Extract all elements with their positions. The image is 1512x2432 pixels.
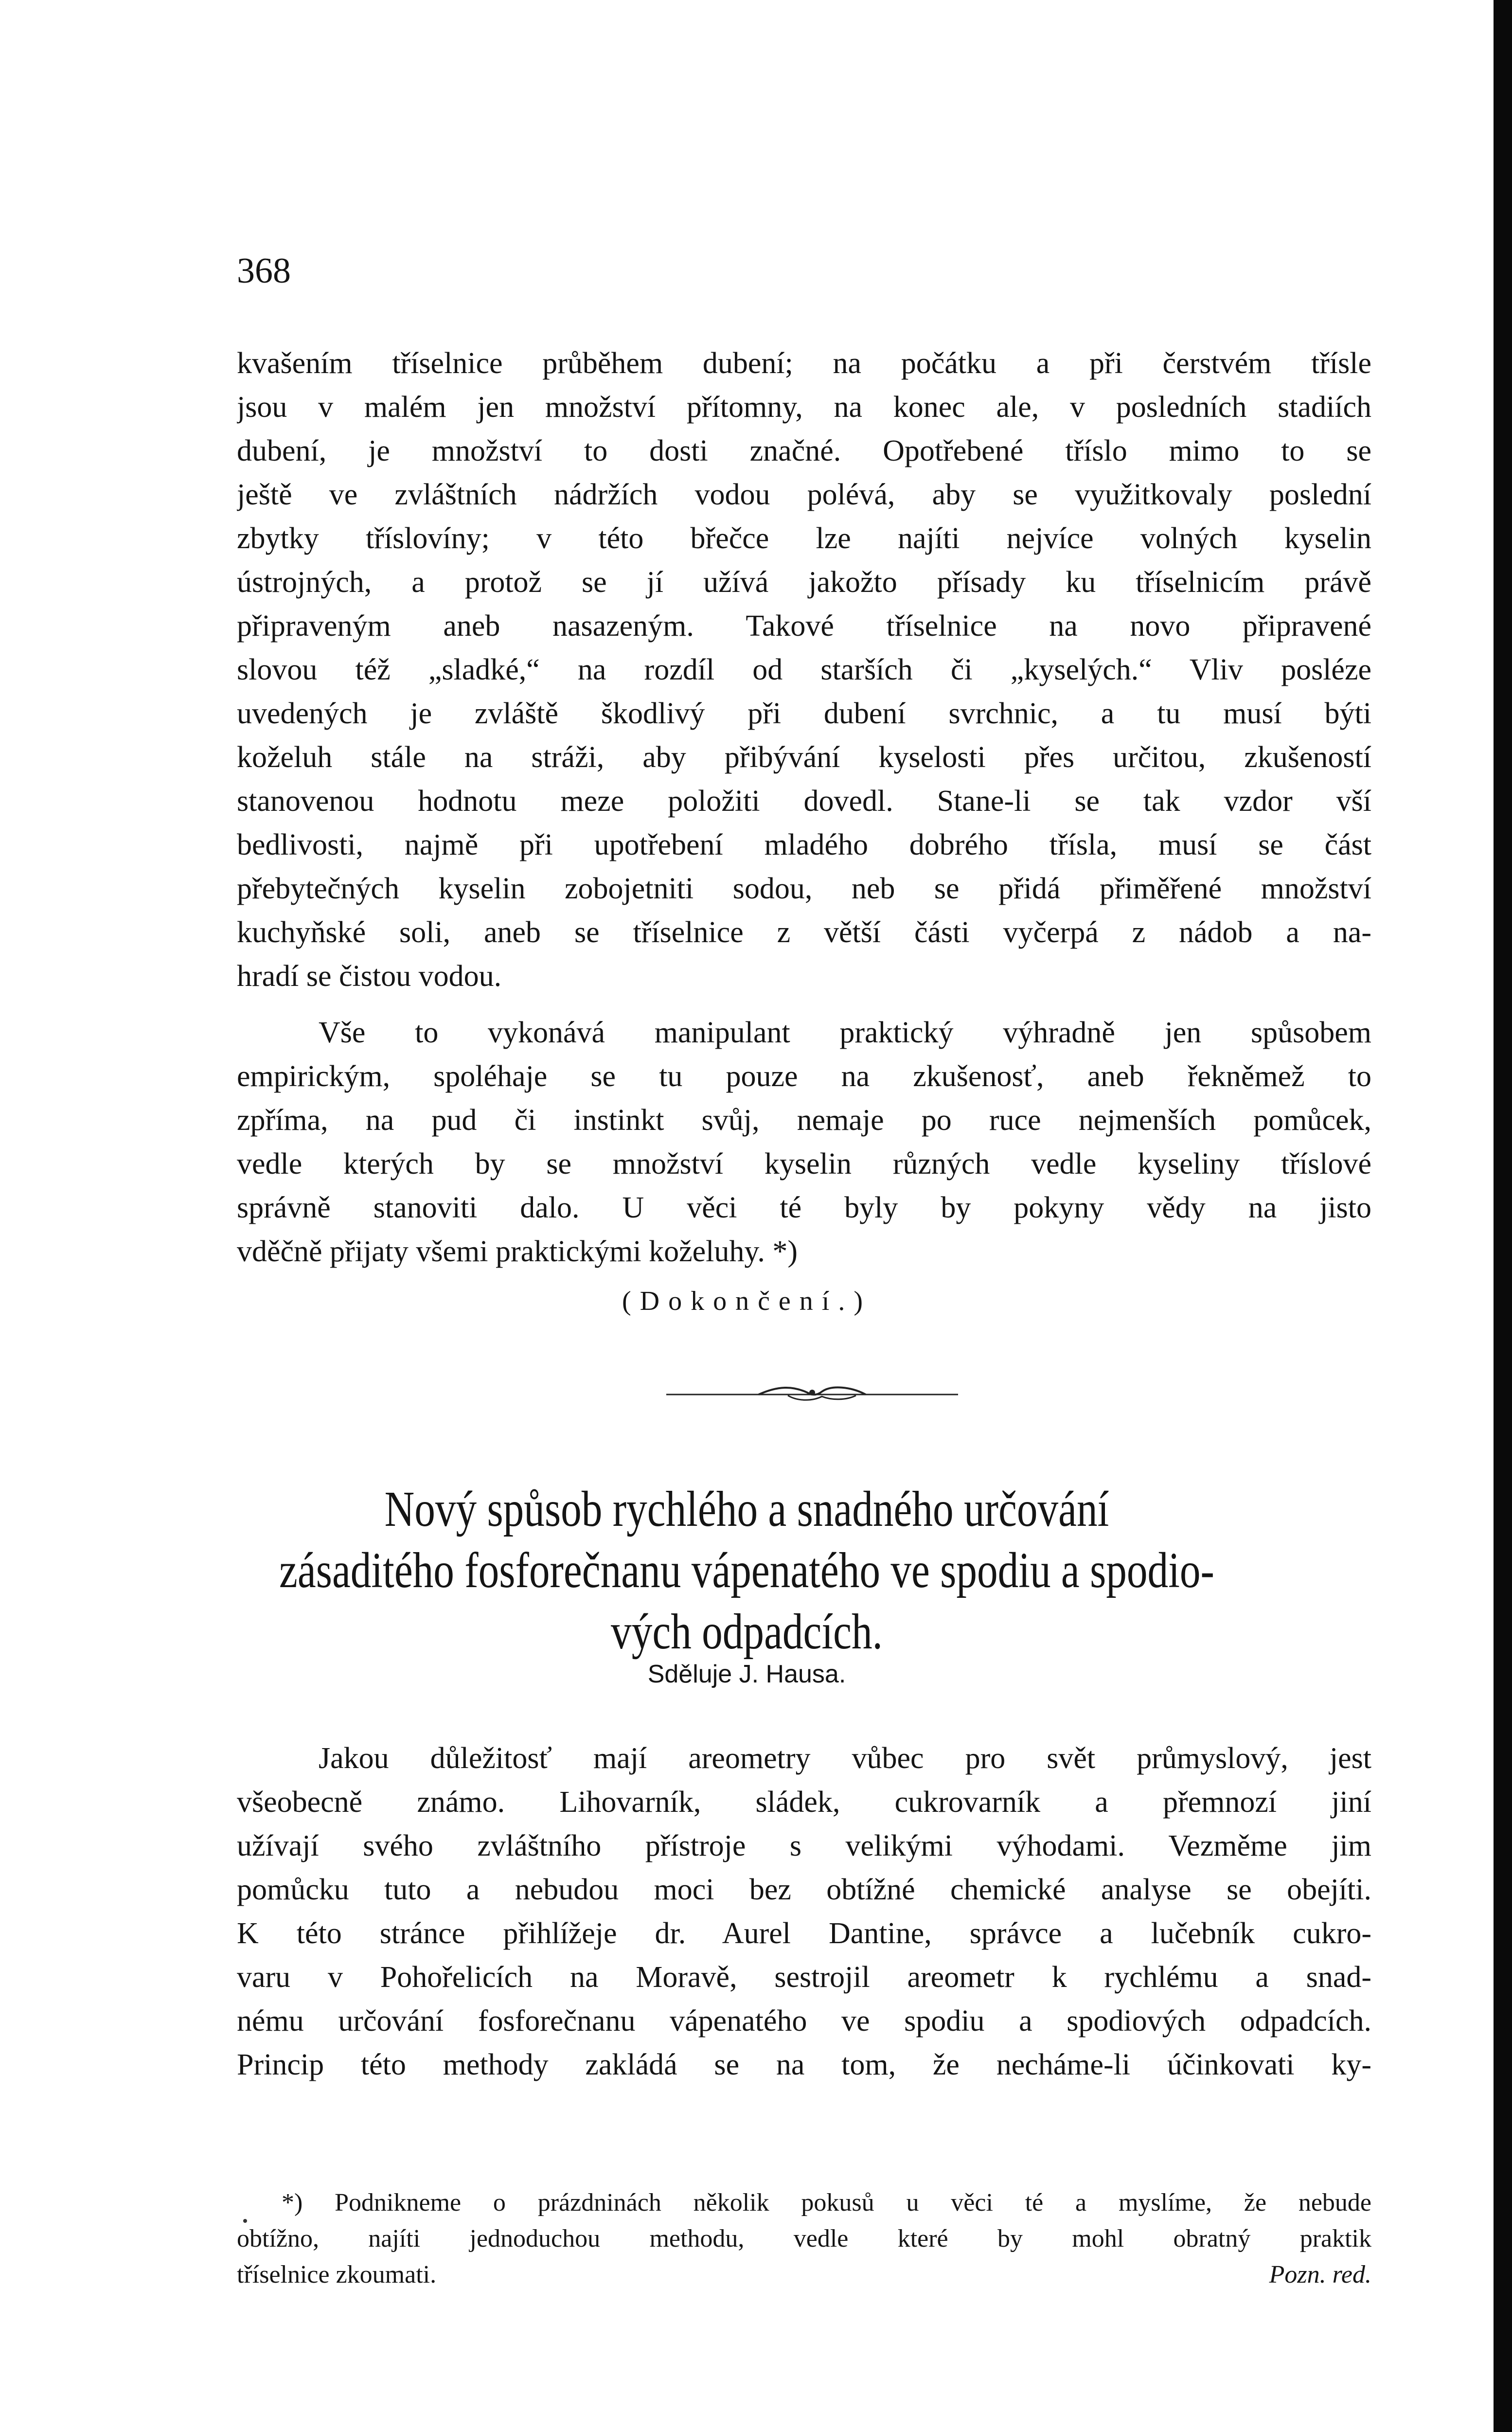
scan-speck (243, 2219, 247, 2223)
text-line: zbytky tříslovíny; v této břečce lze najíti nejvíce volných kyselin (237, 522, 1371, 555)
text-line: stanovenou hodnotu meze položiti dovedl. Stane-li se tak vzdor vší (237, 785, 1371, 818)
text-line: ještě ve zvláštních nádržích vodou polévá, aby se využitkovaly poslední (237, 478, 1371, 511)
ornament-divider-icon (666, 1384, 958, 1403)
text-line: slovou též „sladké,“ na rozdíl od starších či „kyselých.“ Vliv posléze (237, 653, 1371, 686)
title-line: Nový spůsob rychlého a snadného určování (384, 1481, 1109, 1537)
text-line: nému určování fosforečnanu vápenatého ve spodiu a spodiových odpadcích. (237, 2004, 1371, 2038)
text-line: pomůcku tuto a nebudou moci bez obtížné chemické analyse se obejíti. (237, 1873, 1371, 1906)
text-line: ústrojných, a protož se jí užívá jakožto přísady ku tříselnicím právě (237, 566, 1371, 599)
footnote-line: *) Podnikneme o prázdninách několik pokusů u věci té a myslíme, že nebude (282, 2189, 1371, 2217)
text-line: všeobecně známo. Lihovarník, sládek, cukrovarník a přemnozí jiní (237, 1786, 1371, 1819)
text-line: kvašením tříselnice průběhem dubení; na počátku a při čerstvém třísle (237, 347, 1371, 380)
text-line: přebytečných kyselin zobojetniti sodou, neb se přidá přiměřené množství (237, 872, 1371, 905)
page-number: 368 (237, 251, 291, 291)
continued-paragraph-1 (237, 341, 1371, 998)
text-line: koželuh stále na stráži, aby přibývání kyselosti přes určitou, zkušeností (237, 741, 1371, 774)
footnote-signoff: Pozn. red. (1269, 2261, 1371, 2289)
text-line: jsou v malém jen množství přítomny, na konec ale, v posledních stadiích (237, 391, 1371, 424)
title-line: zásaditého fosforečnanu vápenatého ve spodiu a spodio- (279, 1542, 1214, 1598)
footnote-last-line (237, 2257, 1371, 2293)
footnote-line: tříselnice zkoumati. (237, 2261, 437, 2289)
continued-paragraph-2 (237, 1011, 1371, 1273)
text-line: uvedených je zvláště škodlivý při dubení svrchnic, a tu musí býti (237, 697, 1371, 730)
footnote (237, 2185, 1371, 2293)
scan-edge-bar (1494, 0, 1512, 2432)
text-line: vděčně přijaty všemi praktickými koželuhy. *) (237, 1235, 798, 1268)
article-paragraph-1 (237, 1736, 1371, 2087)
continued-text-2 (237, 1011, 1371, 1273)
text-line: varu v Pohořelicích na Moravě, sestrojil areometr k rychlému a snad- (237, 1961, 1371, 1994)
text-line: hradí se čistou vodou. (237, 960, 502, 993)
text-line: kuchyňské soli, aneb se tříselnice z větší části vyčerpá z nádob a na- (237, 916, 1371, 949)
text-line: empirickým, spoléhaje se tu pouze na zkušenosť, aneb řekněmež to (237, 1060, 1371, 1093)
title-line: vých odpadcích. (611, 1604, 883, 1660)
text-line: užívají svého zvláštního přístroje s velikými výhodami. Vezměme jim (237, 1829, 1371, 1862)
text-line: Vše to vykonává manipulant praktický výhradně jen spůsobem (319, 1016, 1371, 1049)
continuation-note: (Dokončení.) (622, 1286, 872, 1316)
footnote-line: obtížno, najíti jednoduchou methodu, vedle které by mohl obratný praktik (237, 2225, 1371, 2253)
text-line: Princip této methody zakládá se na tom, že necháme-li účinkovati ky- (237, 2048, 1371, 2081)
text-line: bedlivosti, najmě při upotřebení mladého dobrého třísla, musí se část (237, 828, 1371, 861)
article-body (237, 1736, 1371, 2087)
text-line: vedle kterých by se množství kyselin různých vedle kyseliny tříslové (237, 1147, 1371, 1180)
article-byline: Sděluje J. Hausa. (647, 1660, 846, 1688)
continued-text (237, 341, 1371, 998)
text-line: dubení, je množství to dosti značné. Opotřebené tříslo mimo to se (237, 434, 1371, 467)
text-line: K této stránce přihlížeje dr. Aurel Dantine, správce a lučebník cukro- (237, 1917, 1371, 1950)
text-line: Jakou důležitosť mají areometry vůbec pro svět průmyslový, jest (319, 1742, 1371, 1775)
text-line: připraveným aneb nasazeným. Takové tříselnice na novo připravené (237, 609, 1371, 643)
text-line: zpříma, na pud či instinkt svůj, nemaje po ruce nejmenších pomůcek, (237, 1104, 1371, 1137)
text-line: správně stanoviti dalo. U věci té byly by pokyny vědy na jisto (237, 1191, 1371, 1224)
article-title (134, 1479, 1359, 1663)
